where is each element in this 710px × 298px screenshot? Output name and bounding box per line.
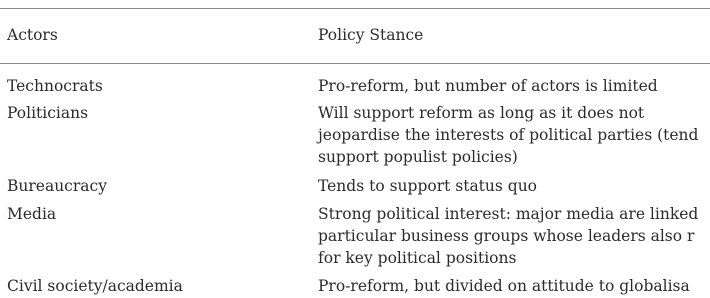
- stance-media-line-3: for key political positions: [318, 249, 517, 267]
- table-top-rule: [0, 8, 710, 9]
- stance-civil-society-line-1: Pro-reform, but divided on attitude to globalisa: [318, 277, 690, 295]
- header-bottom-rule: [0, 63, 710, 64]
- header-actors: Actors: [7, 26, 58, 44]
- stance-politicians-line-2: jeopardise the interests of political parties (tend: [318, 126, 699, 144]
- actor-politicians: Politicians: [7, 104, 89, 122]
- stance-technocrats-line-1: Pro-reform, but number of actors is limited: [318, 77, 658, 95]
- actor-media: Media: [7, 205, 57, 223]
- stance-politicians-line-3: support populist policies): [318, 148, 518, 166]
- stance-media-line-2: particular business groups whose leaders also r: [318, 227, 695, 245]
- actor-bureaucracy: Bureaucracy: [7, 177, 107, 195]
- actor-technocrats: Technocrats: [7, 77, 103, 95]
- stance-politicians-line-1: Will support reform as long as it does not: [318, 104, 645, 122]
- header-policy-stance: Policy Stance: [318, 26, 424, 44]
- actor-civil-society-academia: Civil society/academia: [7, 277, 183, 295]
- stance-bureaucracy-line-1: Tends to support status quo: [318, 177, 538, 195]
- stance-media-line-1: Strong political interest: major media are linked: [318, 205, 699, 223]
